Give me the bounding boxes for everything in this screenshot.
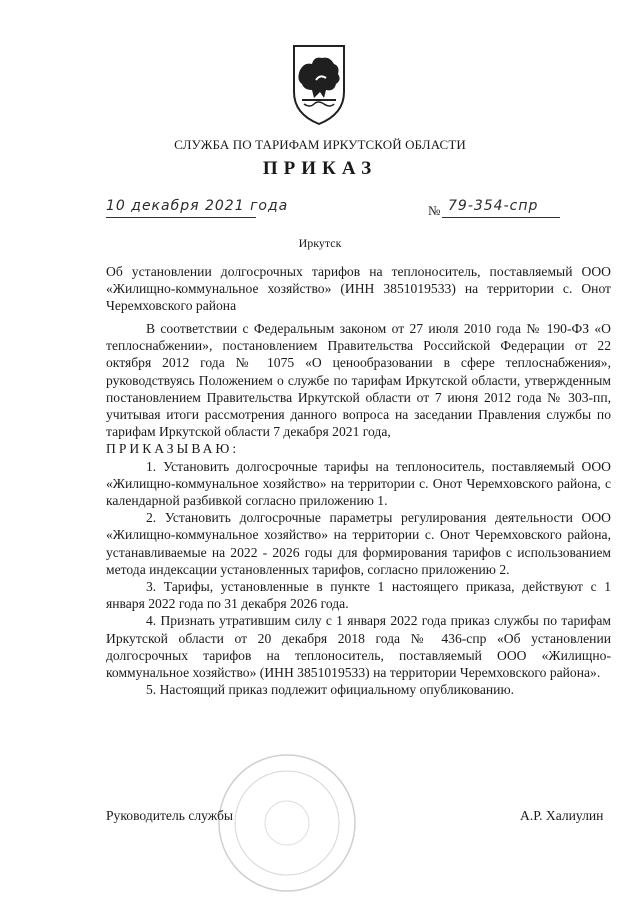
number-underline [442,217,560,218]
signature-position: Руководитель службы [106,808,234,823]
signature-name: А.Р. Халиулин [520,808,604,823]
list-item: 4. Признать утратившим силу с 1 января 2022 года приказ службы по тарифам Иркутской области от 20 декабря 2018 года № 436-спр «Об установлении долгосрочных тарифов на теплоноситель, поставляемый ООО «Жилищно-коммунальное хозяйство» (ИНН 3851019533) на территории Черемховского района». [106,613,611,681]
list-item: 5. Настоящий приказ подлежит официальному опубликованию. [146,682,514,698]
number-label: № [428,203,441,218]
date-underline [106,217,256,218]
date-handwritten: 10 декабря 2021 года [106,198,289,214]
preamble: В соответствии с Федеральным законом от 27 июля 2010 года № 190-ФЗ «О теплоснабжении», постановлением Правительства Российской Федерации от 22 октября 2012 года № 1075 «О ценообразовании в сфере теплоснабжения», руководствуясь Положением о службе по тарифам Иркутской области, утвержденным постановлением Правительства Иркутской области от 7 июня 2012 года № 303-пп, учитывая итоги рассмотрения данного вопроса на заседании Правления службы по тарифам Иркутской области 7 декабря 2021 года, [106,321,611,440]
document-subject: Об установлении долгосрочных тарифов на теплоноситель, поставляемый ООО «Жилищно-коммунальное хозяйство» (ИНН 3851019533) на территории с. Онот Черемховского района [106,264,611,313]
stamp-seal [212,748,362,898]
agency-name: СЛУЖБА ПО ТАРИФАМ ИРКУТСКОЙ ОБЛАСТИ [174,137,466,152]
list-item: 3. Тарифы, установленные в пункте 1 настоящего приказа, действуют с 1 января 2022 года по 31 декабря 2026 года. [106,579,611,612]
document-type: ПРИКАЗ [262,158,378,179]
list-item: 2. Установить долгосрочные параметры регулирования деятельности ООО «Жилищно-коммунальное хозяйство» на территории с. Онот Черемховского района, устанавливаемые на 2022 - 2026 годы для формирования тарифов с использованием метода индексации установленных тарифов, согласно приложению 2. [106,510,611,577]
order-word: ПРИКАЗЫВАЮ: [106,441,240,457]
list-item: 1. Установить долгосрочные тарифы на теплоноситель, поставляемый ООО «Жилищно-коммунальное хозяйство» на территории с. Онот Черемховского района, с календарной разбивкой согласно приложению 1. [106,458,611,509]
number-handwritten: 79-354-спр [448,198,539,214]
city: Иркутск [298,236,342,250]
coat-of-arms-icon [290,40,348,126]
document-body [106,320,611,698]
